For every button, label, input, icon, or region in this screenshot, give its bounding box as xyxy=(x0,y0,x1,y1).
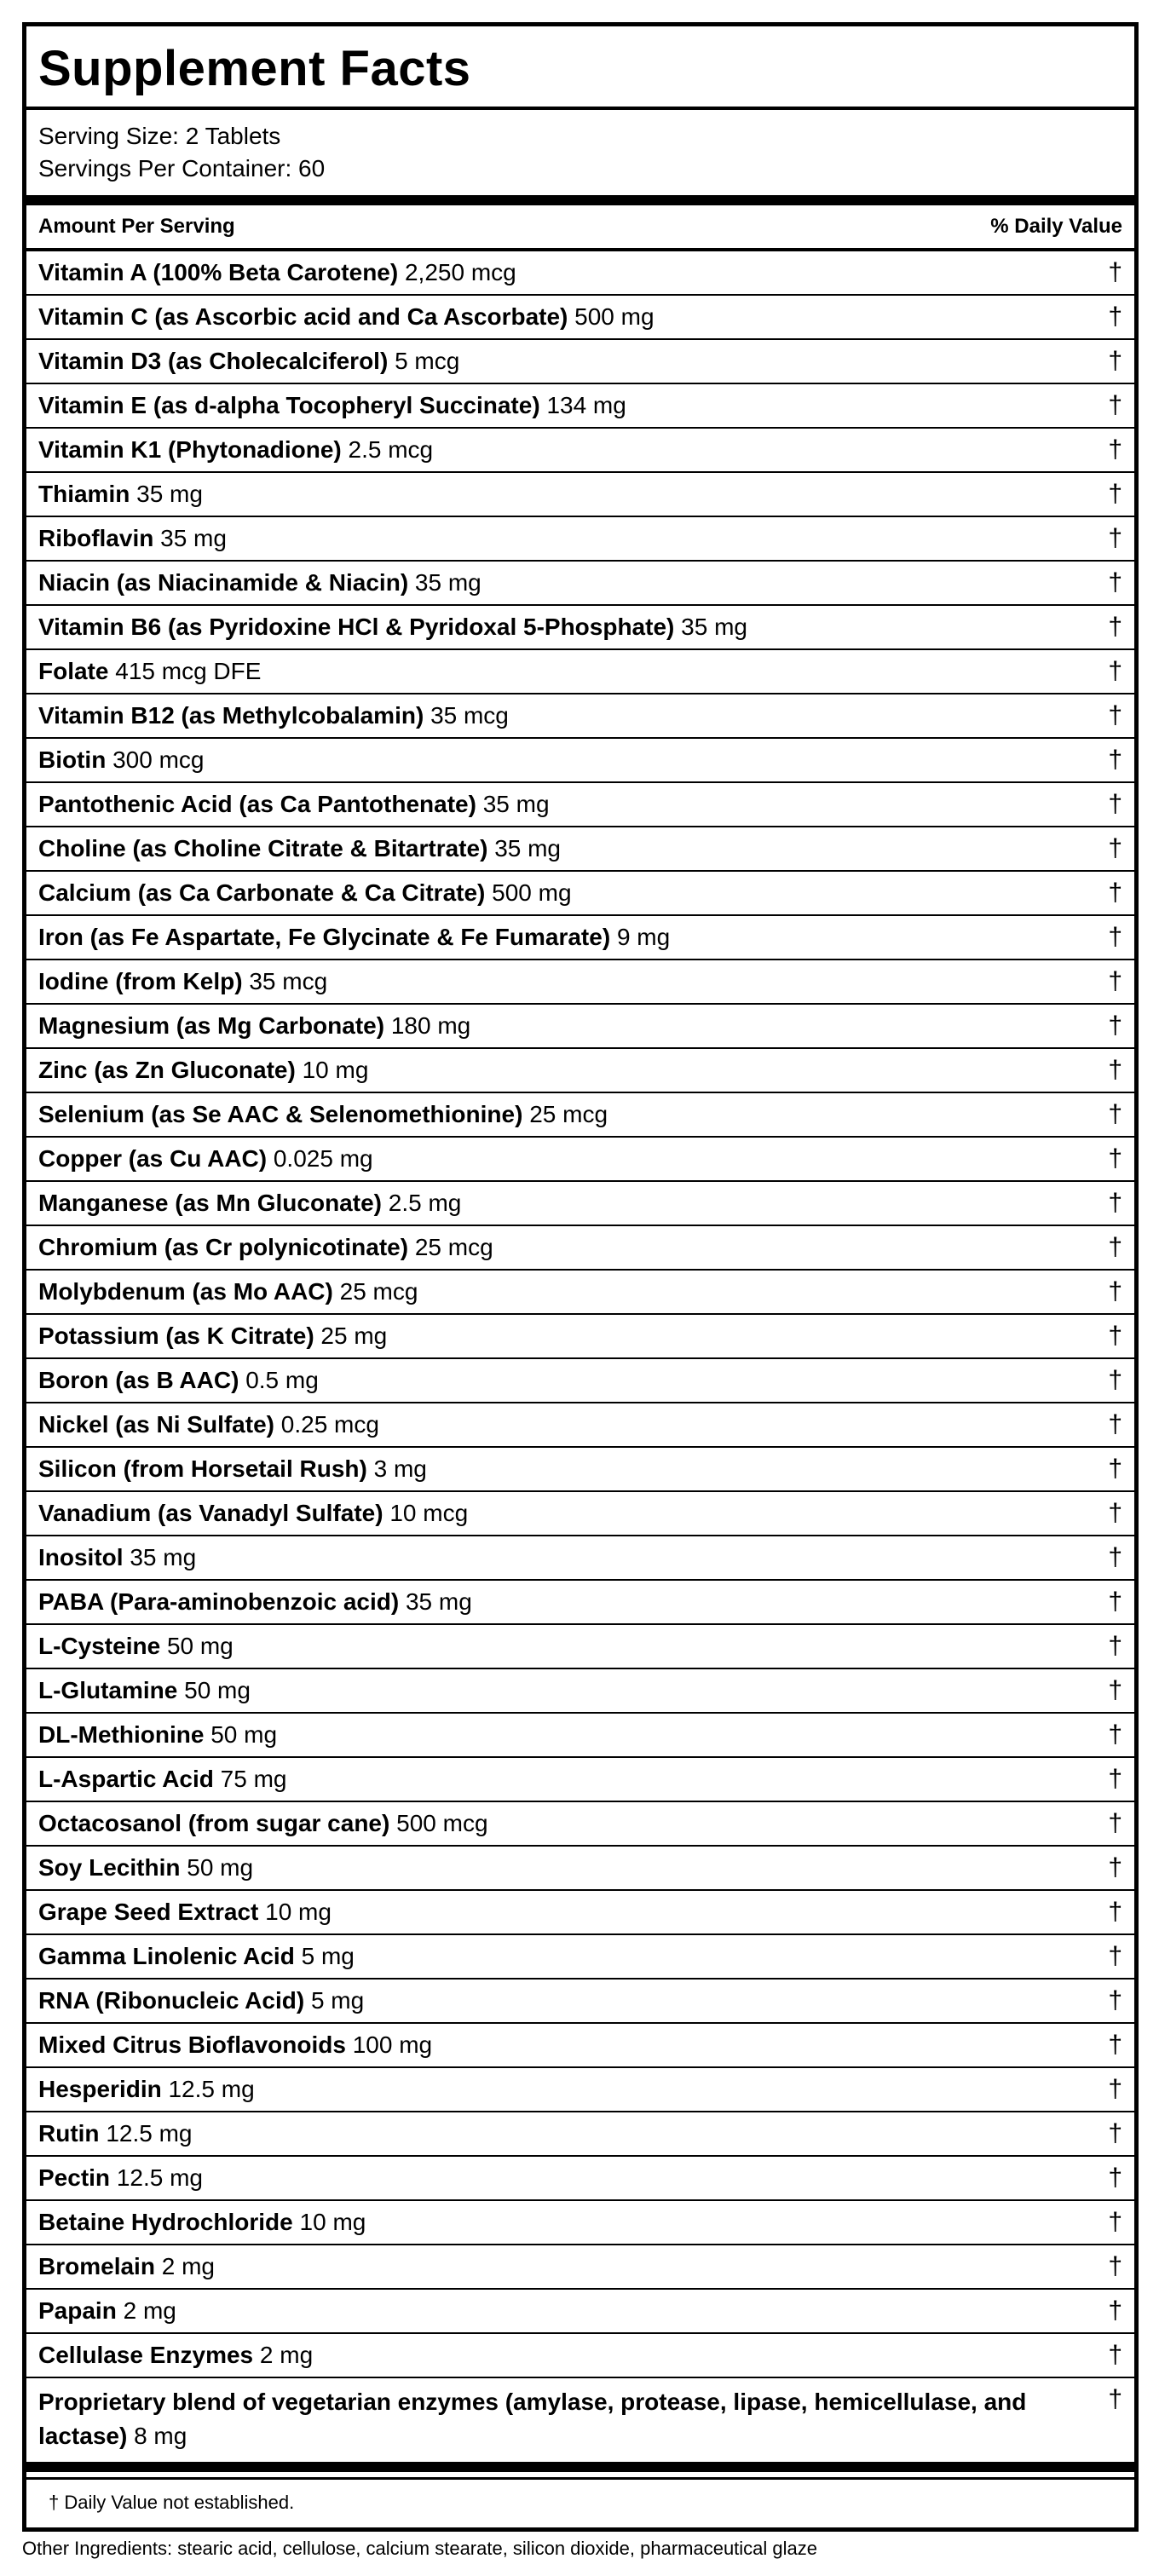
nutrient-amount: 35 mg xyxy=(494,834,562,862)
nutrient-amount: 35 mg xyxy=(681,613,747,640)
nutrient-row xyxy=(26,872,1134,916)
nutrient-name: Mixed Citrus Bioflavonoids xyxy=(38,2031,346,2058)
nutrient-amount: 25 mcg xyxy=(529,1100,608,1127)
nutrient-name: Chromium (as Cr polynicotinate) xyxy=(38,1233,409,1260)
daily-value-dagger: † xyxy=(1108,612,1122,641)
nutrient-name: Potassium (as K Citrate) xyxy=(38,1322,314,1349)
nutrient-amount: 5 mg xyxy=(310,1986,365,2014)
thick-divider xyxy=(26,195,1134,205)
nutrient-row xyxy=(26,296,1134,340)
nutrient-amount: 35 mcg xyxy=(249,967,328,994)
nutrient-name: DL-Methionine xyxy=(38,1720,205,1748)
nutrient-amount: 415 mcg DFE xyxy=(115,657,262,684)
daily-value-dagger: † xyxy=(1108,1454,1122,1483)
nutrient-row xyxy=(26,1714,1134,1758)
nutrient-row xyxy=(26,606,1134,650)
daily-value-dagger: † xyxy=(1108,2384,1122,2413)
nutrient-name: Vitamin A (100% Beta Carotene) xyxy=(38,258,399,285)
daily-value-dagger: † xyxy=(1108,1232,1122,1261)
daily-value-dagger: † xyxy=(1108,1144,1122,1173)
nutrient-name: Pantothenic Acid (as Ca Pantothenate) xyxy=(38,790,476,817)
nutrient-amount: 9 mg xyxy=(616,923,671,950)
nutrient-row xyxy=(26,1448,1134,1492)
daily-value-dagger: † xyxy=(1108,1587,1122,1616)
nutrient-amount: 0.5 mg xyxy=(245,1366,319,1393)
nutrient-amount: 2.5 mcg xyxy=(348,435,434,463)
nutrient-row xyxy=(26,1492,1134,1536)
daily-value-dagger: † xyxy=(1108,1675,1122,1704)
daily-value-dagger: † xyxy=(1108,745,1122,774)
nutrient-row xyxy=(26,694,1134,739)
daily-value-dagger: † xyxy=(1108,1853,1122,1882)
nutrient-row xyxy=(26,2201,1134,2245)
nutrient-amount: 0.025 mg xyxy=(273,1144,373,1172)
daily-value-dagger: † xyxy=(1108,568,1122,596)
daily-value-dagger: † xyxy=(1108,1099,1122,1128)
nutrient-row xyxy=(26,562,1134,606)
nutrient-row xyxy=(26,251,1134,296)
nutrient-row xyxy=(26,739,1134,783)
nutrient-amount: 35 mg xyxy=(414,568,481,596)
daily-value-dagger: † xyxy=(1108,2251,1122,2280)
nutrient-row xyxy=(26,1669,1134,1714)
nutrient-name: Cellulase Enzymes xyxy=(38,2341,254,2368)
nutrient-name: Vanadium (as Vanadyl Sulfate) xyxy=(38,1499,383,1526)
panel-title: Supplement Facts xyxy=(38,41,471,96)
daily-value-dagger: † xyxy=(1108,1897,1122,1926)
nutrient-name: Octacosanol (from sugar cane) xyxy=(38,1809,390,1836)
nutrient-amount: 35 mg xyxy=(405,1588,472,1615)
nutrient-name: Boron (as B AAC) xyxy=(38,1366,239,1393)
nutrient-name: PABA (Para-aminobenzoic acid) xyxy=(38,1588,400,1615)
nutrient-amount: 2 mg xyxy=(259,2341,314,2368)
daily-value-dagger: † xyxy=(1108,479,1122,508)
daily-value-dagger: † xyxy=(1108,257,1122,286)
daily-value-header: % Daily Value xyxy=(990,214,1122,238)
nutrient-amount: 50 mg xyxy=(210,1720,278,1748)
nutrient-amount: 50 mg xyxy=(166,1632,234,1659)
nutrient-row xyxy=(26,1847,1134,1891)
nutrient-amount: 3 mg xyxy=(373,1455,427,1482)
nutrient-row xyxy=(26,384,1134,429)
nutrient-row xyxy=(26,429,1134,473)
nutrient-amount: 35 mg xyxy=(136,480,203,507)
nutrient-row xyxy=(26,1625,1134,1669)
nutrient-name: Selenium (as Se AAC & Selenomethionine) xyxy=(38,1100,523,1127)
daily-value-dagger: † xyxy=(1108,2074,1122,2103)
daily-value-dagger: † xyxy=(1108,833,1122,862)
nutrient-name: Gamma Linolenic Acid xyxy=(38,1942,295,1969)
nutrient-name: Molybdenum (as Mo AAC) xyxy=(38,1277,333,1305)
daily-value-dagger: † xyxy=(1108,523,1122,552)
nutrient-row xyxy=(26,1271,1134,1315)
nutrient-amount: 500 mcg xyxy=(396,1809,488,1836)
nutrient-row xyxy=(26,2068,1134,2112)
daily-value-dagger: † xyxy=(1108,789,1122,818)
nutrient-row xyxy=(26,2112,1134,2157)
nutrient-name: Rutin xyxy=(38,2119,100,2147)
serving-info xyxy=(26,107,1134,195)
footnote: † Daily Value not established. xyxy=(26,2477,1134,2527)
daily-value-dagger: † xyxy=(1108,1055,1122,1084)
daily-value-dagger: † xyxy=(1108,1542,1122,1571)
nutrient-row xyxy=(26,1005,1134,1049)
daily-value-dagger: † xyxy=(1108,2118,1122,2147)
nutrient-name: Vitamin B12 (as Methylcobalamin) xyxy=(38,701,424,729)
nutrient-amount: 50 mg xyxy=(184,1676,251,1703)
nutrient-name: Bromelain xyxy=(38,2252,155,2279)
nutrient-row xyxy=(26,2245,1134,2290)
daily-value-dagger: † xyxy=(1108,2207,1122,2236)
nutrient-name: Inositol xyxy=(38,1543,124,1570)
nutrient-row xyxy=(26,1315,1134,1359)
daily-value-dagger: † xyxy=(1108,878,1122,907)
nutrient-name: Choline (as Choline Citrate & Bitartrate) xyxy=(38,834,488,862)
nutrient-amount: 2,250 mcg xyxy=(404,258,516,285)
supplement-facts-panel xyxy=(22,22,1139,2532)
nutrient-row xyxy=(26,1536,1134,1581)
nutrient-name: Vitamin E (as d-alpha Tocopheryl Succinate) xyxy=(38,391,540,418)
daily-value-dagger: † xyxy=(1108,1188,1122,1217)
nutrient-name: Iodine (from Kelp) xyxy=(38,967,243,994)
nutrient-row xyxy=(26,960,1134,1005)
nutrient-name: Riboflavin xyxy=(38,524,154,551)
servings-per-container: Servings Per Container: 60 xyxy=(38,154,326,182)
nutrient-amount: 35 mg xyxy=(160,524,227,551)
daily-value-dagger: † xyxy=(1108,1365,1122,1394)
daily-value-dagger: † xyxy=(1108,700,1122,729)
daily-value-dagger: † xyxy=(1108,922,1122,951)
nutrient-row xyxy=(26,517,1134,562)
nutrient-row xyxy=(26,1403,1134,1448)
nutrient-amount: 134 mg xyxy=(546,391,626,418)
nutrient-amount: 25 mcg xyxy=(414,1233,493,1260)
nutrient-row xyxy=(26,1182,1134,1226)
nutrient-row xyxy=(26,1758,1134,1802)
nutrient-name: L-Cysteine xyxy=(38,1632,161,1659)
daily-value-dagger: † xyxy=(1108,302,1122,331)
nutrient-amount: 12.5 mg xyxy=(168,2075,255,2102)
nutrient-amount: 500 mg xyxy=(492,879,572,906)
nutrient-name: L-Aspartic Acid xyxy=(38,1765,214,1792)
nutrient-name: Nickel (as Ni Sulfate) xyxy=(38,1410,274,1438)
nutrient-amount: 2.5 mg xyxy=(388,1189,462,1216)
nutrient-list xyxy=(26,251,1134,2378)
nutrient-row xyxy=(26,1581,1134,1625)
nutrient-name: Vitamin K1 (Phytonadione) xyxy=(38,435,342,463)
column-header xyxy=(26,205,1134,251)
nutrient-amount: 25 mcg xyxy=(339,1277,418,1305)
nutrient-name: Soy Lecithin xyxy=(38,1853,181,1881)
nutrient-amount: 35 mg xyxy=(130,1543,197,1570)
nutrient-amount: 8 mg xyxy=(134,2422,187,2449)
nutrient-row xyxy=(26,2334,1134,2378)
daily-value-dagger: † xyxy=(1108,1011,1122,1040)
daily-value-dagger: † xyxy=(1108,1808,1122,1837)
daily-value-dagger: † xyxy=(1108,2163,1122,2192)
nutrient-row xyxy=(26,2024,1134,2068)
daily-value-dagger: † xyxy=(1108,2340,1122,2369)
nutrient-amount: 0.25 mcg xyxy=(280,1410,379,1438)
daily-value-dagger: † xyxy=(1108,435,1122,464)
nutrient-amount: 10 mcg xyxy=(389,1499,469,1526)
nutrient-row xyxy=(26,650,1134,694)
nutrient-row xyxy=(26,1138,1134,1182)
nutrient-amount: 10 mg xyxy=(265,1898,332,1925)
nutrient-row xyxy=(26,1802,1134,1847)
nutrient-amount: 35 mg xyxy=(482,790,550,817)
daily-value-dagger: † xyxy=(1108,656,1122,685)
nutrient-name: Biotin xyxy=(38,746,107,773)
nutrient-name: Niacin (as Niacinamide & Niacin) xyxy=(38,568,409,596)
nutrient-amount: 12.5 mg xyxy=(116,2164,203,2191)
nutrient-row xyxy=(26,1359,1134,1403)
daily-value-dagger: † xyxy=(1108,2030,1122,2059)
nutrient-name: Proprietary blend of vegetarian enzymes (amylase, protease, lipase, hemicellulase, and lactase) xyxy=(38,2388,1027,2449)
nutrient-name: Silicon (from Horsetail Rush) xyxy=(38,1455,367,1482)
nutrient-row xyxy=(26,827,1134,872)
nutrient-name: Vitamin D3 (as Cholecalciferol) xyxy=(38,347,389,374)
nutrient-amount: 12.5 mg xyxy=(106,2119,193,2147)
nutrient-name: Thiamin xyxy=(38,480,130,507)
nutrient-row xyxy=(26,1935,1134,1980)
nutrient-name: Folate xyxy=(38,657,109,684)
daily-value-dagger: † xyxy=(1108,1321,1122,1350)
nutrient-row xyxy=(26,1980,1134,2024)
daily-value-dagger: † xyxy=(1108,1631,1122,1660)
daily-value-dagger: † xyxy=(1108,1276,1122,1305)
nutrient-row xyxy=(26,473,1134,517)
nutrient-row xyxy=(26,2157,1134,2201)
nutrient-amount: 50 mg xyxy=(187,1853,254,1881)
nutrient-amount: 10 mg xyxy=(299,2208,366,2235)
daily-value-dagger: † xyxy=(1108,390,1122,419)
nutrient-amount: 75 mg xyxy=(220,1765,287,1792)
daily-value-dagger: † xyxy=(1108,966,1122,995)
nutrient-name: Vitamin B6 (as Pyridoxine HCl & Pyridoxal 5-Phosphate) xyxy=(38,613,675,640)
nutrient-name: L-Glutamine xyxy=(38,1676,178,1703)
daily-value-dagger: † xyxy=(1108,1720,1122,1749)
nutrient-name: Manganese (as Mn Gluconate) xyxy=(38,1189,382,1216)
nutrient-name: Magnesium (as Mg Carbonate) xyxy=(38,1011,385,1039)
nutrient-amount: 35 mcg xyxy=(430,701,509,729)
nutrient-name: Grape Seed Extract xyxy=(38,1898,259,1925)
nutrient-row xyxy=(26,916,1134,960)
nutrient-amount: 2 mg xyxy=(123,2297,176,2324)
other-ingredients: Other Ingredients: stearic acid, cellulose, calcium stearate, silicon dioxide, pharmaceutical glaze xyxy=(22,2538,818,2559)
daily-value-dagger: † xyxy=(1108,346,1122,375)
nutrient-name: Copper (as Cu AAC) xyxy=(38,1144,268,1172)
serving-size: Serving Size: 2 Tablets xyxy=(38,122,281,149)
nutrient-row xyxy=(26,1093,1134,1138)
daily-value-dagger: † xyxy=(1108,1941,1122,1970)
nutrient-name: Vitamin C (as Ascorbic acid and Ca Ascorbate) xyxy=(38,303,568,330)
daily-value-dagger: † xyxy=(1108,1985,1122,2014)
nutrient-amount: 500 mg xyxy=(574,303,654,330)
nutrient-amount: 5 mcg xyxy=(395,347,460,374)
nutrient-amount: 180 mg xyxy=(390,1011,471,1039)
daily-value-dagger: † xyxy=(1108,1409,1122,1438)
nutrient-name: Calcium (as Ca Carbonate & Ca Citrate) xyxy=(38,879,486,906)
nutrient-amount: 5 mg xyxy=(301,1942,355,1969)
nutrient-row xyxy=(26,783,1134,827)
nutrient-row xyxy=(26,1226,1134,1271)
amount-per-serving-header: Amount Per Serving xyxy=(38,214,235,238)
nutrient-amount: 100 mg xyxy=(352,2031,433,2058)
nutrient-name: Betaine Hydrochloride xyxy=(38,2208,293,2235)
nutrient-name: Papain xyxy=(38,2297,117,2324)
daily-value-dagger: † xyxy=(1108,1498,1122,1527)
daily-value-dagger: † xyxy=(1108,1764,1122,1793)
thick-divider-bottom xyxy=(26,2462,1134,2472)
nutrient-name: Zinc (as Zn Gluconate) xyxy=(38,1056,296,1083)
nutrient-amount: 2 mg xyxy=(161,2252,215,2279)
nutrient-amount: 10 mg xyxy=(302,1056,369,1083)
nutrient-row xyxy=(26,2290,1134,2334)
nutrient-amount: 300 mcg xyxy=(112,746,205,773)
daily-value-dagger: † xyxy=(1108,2296,1122,2325)
nutrient-name: Hesperidin xyxy=(38,2075,162,2102)
nutrient-row xyxy=(26,1049,1134,1093)
nutrient-name: Iron (as Fe Aspartate, Fe Glycinate & Fe Fumarate) xyxy=(38,923,611,950)
nutrient-name: RNA (Ribonucleic Acid) xyxy=(38,1986,305,2014)
nutrient-row xyxy=(26,340,1134,384)
nutrient-row-proprietary xyxy=(26,2378,1134,2460)
nutrient-row xyxy=(26,1891,1134,1935)
nutrient-amount: 25 mg xyxy=(320,1322,388,1349)
nutrient-name: Pectin xyxy=(38,2164,111,2191)
